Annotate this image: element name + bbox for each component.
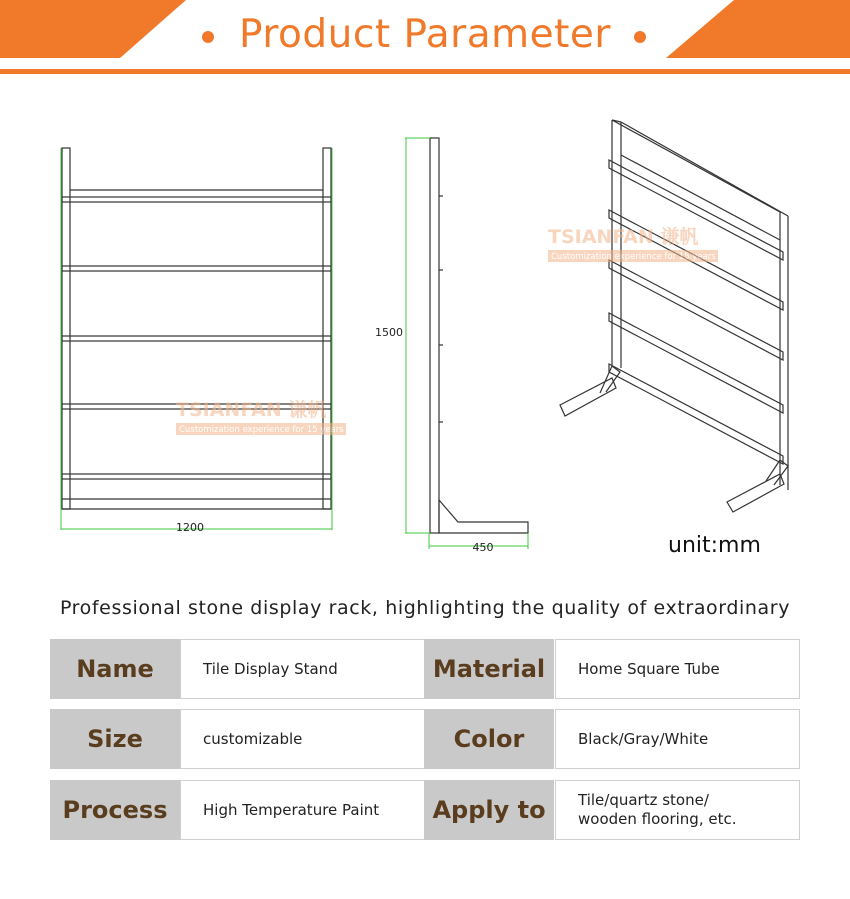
parameter-row (50, 780, 800, 840)
watermark-slogan: Customization experience for 15 years (179, 425, 344, 435)
side-height-label: 1500 (375, 326, 403, 339)
watermark-iso (548, 225, 718, 262)
param-value-process: High Temperature Paint (180, 780, 426, 840)
front-width-dimension (61, 148, 332, 530)
page-header (0, 0, 850, 80)
page-title: Product Parameter (239, 12, 611, 57)
param-key-material: Material (424, 639, 554, 699)
param-value-material: Home Square Tube (555, 639, 800, 699)
product-tagline: Professional stone display rack, highlighting the quality of extraordinary (59, 597, 791, 619)
front-view-drawing (62, 148, 331, 509)
param-value-name: Tile Display Stand (180, 639, 426, 699)
watermark-brand: TSIANFAN 谦帆 (548, 226, 699, 248)
isometric-view-drawing (560, 120, 788, 512)
parameter-row (50, 639, 800, 699)
param-key-size: Size (50, 709, 180, 769)
watermark-slogan: Customization experience for 15 years (551, 252, 716, 262)
param-value-size: customizable (180, 709, 426, 769)
param-key-name: Name (50, 639, 180, 699)
side-depth-label: 450 (472, 541, 494, 554)
param-value-apply-to: Tile/quartz stone/ wooden flooring, etc. (555, 780, 800, 840)
front-width-label: 1200 (176, 521, 204, 534)
header-underline (0, 69, 850, 74)
technical-drawings (0, 80, 850, 580)
unit-label: unit:mm (668, 533, 761, 558)
side-height-dimension (405, 138, 430, 533)
param-value-color: Black/Gray/White (555, 709, 800, 769)
parameter-row (50, 709, 800, 769)
watermark-brand: TSIANFAN 谦帆 (176, 399, 327, 421)
param-key-process: Process (50, 780, 180, 840)
side-view-drawing (430, 138, 528, 533)
param-key-color: Color (424, 709, 554, 769)
param-key-apply-to: Apply to (424, 780, 554, 840)
watermark-front (176, 398, 346, 435)
